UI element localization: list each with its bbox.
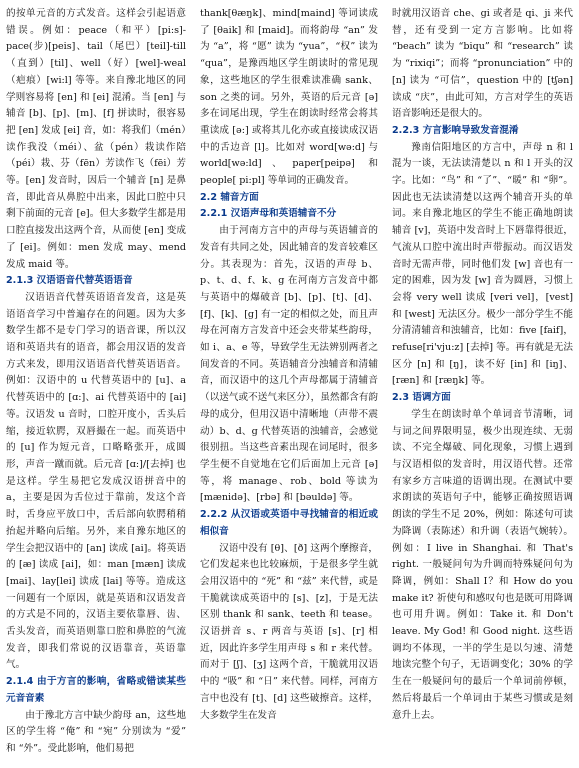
section-heading: 2.2 辅音方面 xyxy=(200,191,259,203)
paragraph: 汉语中没有 [θ]、[ð] 这两个摩擦音，它们发起来也比较麻烦，于是很多学生就会用汉语中的 “死” 和 “兹” 来代替，或是干脆就读成英语中的 [s]、[z]，于是无法区别 thank 和 sank、teeth 和 tease。汉语拼音 s、r 两音与英语 [s]、[r] 相近，因此许多学生用声母 s 和 r 来代替。而对于 [ʃ]、[ʒ] 这两个音，干脆就用汉语中的 “吸” 和 “日” 来代替。同样，河南方言中也没有 [t]、[d] 这些破擦音。这样，大多数学生在发音 xyxy=(200,542,378,721)
text-column-right xyxy=(392,6,573,764)
paragraph: 由于河南方言中的声母与英语辅音的发音有共同之处，因此辅音的发音较难区分。其表现为：首先，汉语的声母 b、p、t、d、f、k、g 在河南方言发音中都与英语中的爆破音 [b]、[p]、[t]、[d]、[f]、[k]、[g] 有一定的相似之处，而且声母在河南方言发音中还会夹带某些韵母，如 i、a、e 等，导致学生无法辨别两者之间发音的不同。英语辅音分浊辅音和清辅音，而汉语中的这几个声母都属于清辅音（以送气或不送气来区分），虽然都含有韵母的成分，但用汉语中清晰地（声带不震动）b、d、g 代替英语的浊辅音，会感觉很别扭。当这些音素出现在词尾时，很多学生便不自觉地在它们后面加上元音 [ə] 等，将 manage、rob、bold 等读为 [mænidə]、[rbə] 和 [bəuldə] 等。 xyxy=(200,225,378,504)
text-column-middle xyxy=(200,6,378,764)
section-heading: 2.2.3 方言影响导致发音混淆 xyxy=(392,124,519,136)
paragraph: thank[θæŋk]、mind[maind] 等词读成了 [θaik] 和 [maid]。而将韵母 “an” 发为 “a”，将 “愿” 读为 “yua”，“权” 读为 “qua”，是豫西地区学生朗读时的常见现象，这些地区的学生很难读准确 sank、son 之类的词。另外，英语的后元音 [ə] 多在词尾出现，学生在朗读时经常会将其重读成 [ə:] 或将其儿化亦或直接读成汉语中的舌边音 [l]。比如对 word[wə:d] 与 world[wə:ld]、paper[peipə] 和 people[ pi:pl] 等单词的正确发音。 xyxy=(200,8,378,187)
paragraph: 学生在朗读时单个单词音节清晰，词与词之间界限明显，极少出现连续、无弱读、不完全爆破、同化现象，习惯上遇到与汉语相似的发音时，用汉语代替。还常有家乡方言味道的语调出现。在测试中要求朗读的英语句子中，能够正确按照语调朗读的学生不足 20%，例如：陈述句可读为降调（表陈述）和升调（表语气婉转）。例如：I live in Shanghai. 和 That's right. 一般疑问句为升调而特殊疑问句为降调，例如：Shall I？和 How do you make it? 祈使句和感叹句也是既可用降调也可用升调。例如：Take it. 和 Don't leave. My God! 和 Good night. 这些语调均不体现，一半的学生是以匀速、清楚地读完整个句子，无语调变化；30% 的学生在一般疑问句的最后一个单词前停顿，然后将最后一个单词由于某些习惯或是刻意升上去。 xyxy=(392,408,573,721)
section-heading: 2.1.3 汉语语音代替英语语音 xyxy=(6,275,133,287)
section-heading: 2.2.2 从汉语或英语中寻找辅音的相近或相似音 xyxy=(200,509,378,537)
paragraph: 豫南信阳地区的方言中，声母 n 和 l 混为一谈，无法读清楚以 n 和 l 开头的汉字。比如：“鸟” 和 “了”、“暖” 和 “卵”。因此也无法读清楚以这两个辅音开头的单词。来自豫北地区的学生不能正确地朗读辅音 [v]，英语中发音时上下唇靠得很近，气流从口腔中流出时声带振动。而汉语发音时无需声带，同时他们发 [w] 音也有一定的困难，因为发 [w] 音为圆唇，习惯上会将 very well 读成 [veri vel]，[vest] 和 [west] 无法区分。极少一部分学生不能分清清辅音和浊辅音，比如：five [faif]，refuse[ri'vju:z] [去掉] 等。再有就是无法区分 [n] 和 [ŋ]，读不好 [in] 和 [iŋ]、[ræn] 和 [ræŋk] 等。 xyxy=(392,141,573,387)
section-heading: 2.1.4 由于方言的影响，省略或错读某些元音音素 xyxy=(6,676,186,704)
paragraph: 汉语语音代替英语语音发音，这是英语语音学习中普遍存在的问题。因为大多数学生都不是专门学习的语音课，所以汉语和英语共有的语音，都会用汉语的发音方式来发，即用汉语语音代替英语语音。例如：汉语中的 u 代替英语中的 [u]、a 代替英语中的 [ɑ:]、ai 代替英语中的 [ai] 等。汉语发 u 音时，口腔开度小，舌头后缩，接近软腭，双唇撮在一起。而英语中的 [u] 作为短元音，口略略张开，成圆形，声音一蹴而就。后元音 [ɑ:]/[去掉] 也是这样。学生易把它发成汉语拼音中的 a，主要是因为舌位过于靠前，发这个音时，舌身应平放口中，舌后部向软腭稍稍抬起并略向后缩。另外，来自豫东地区的学生会把汉语中的 [an] 读成 [ai]。将英语的 [æ] 读成 [ai]，如：man [mæn] 读成 [mai]、lay[lei] 读成 [lai] 等等。造成这一问题有一个原因，就是英语和汉语发音的方式是不同的，汉语主要依靠唇、齿、舌头发音，而英语则靠口腔和鼻腔的气流发音，即我们常说的汉语靠音，英语靠气。 xyxy=(6,291,186,671)
section-heading: 2.2.1 汉语声母和英语辅音不分 xyxy=(200,208,337,220)
paragraph: 的按单元音的方式发音。这样会引起语意错误。例如：peace（和平）[pi:s]-pace(步)[peis]、tail（尾巴）[teil]-till（直到）[til]、well（好）[wel]-weal（疤痕）[wi:l] 等等。来自豫北地区的同学则容易将 [en] 和 [ei] 混淆。当 [en] 与辅音 [b]、[p]、[m]、[f] 拼读时，很容易把 [en] 发成 [ei] 音，如：将我们（mén）读作我没（méi）、盆（pén）栽读作陪（péi）栽、芬（fēn）芳读作飞（fēi）芳等。[en] 发音时，因后一个辅音 [n] 是鼻音，即此音从鼻腔中出来，因此口腔中只剩下前面的元音 [e]。但大多数学生都是用口腔直接发出这两个音，从而使 [en] 变成了 [ei]。例如：men 发成 may、mend 发成 maid 等。 xyxy=(6,8,186,270)
section-heading: 2.3 语调方面 xyxy=(392,392,451,404)
paragraph: 时就用汉语音 che、gi 或者是 qi、ji 来代替，还有受到一定方言影响。比如将 “beach” 读为 “biqu” 和 “research” 读为 “rixiqi”；而将 “pronunciation” 中的 [n] 读为 “可信”，question 中的 [tʃən] 读成 “庆”，由此可知，方言对学生的英语语音影响还是很大的。 xyxy=(392,8,573,120)
text-column-left xyxy=(6,6,186,764)
paragraph: 由于豫北方言中缺少韵母 an，这些地区的学生将 “俺” 和 “宛” 分别读为 “爱” 和 “外”。受此影响，他们易把 xyxy=(6,709,186,754)
